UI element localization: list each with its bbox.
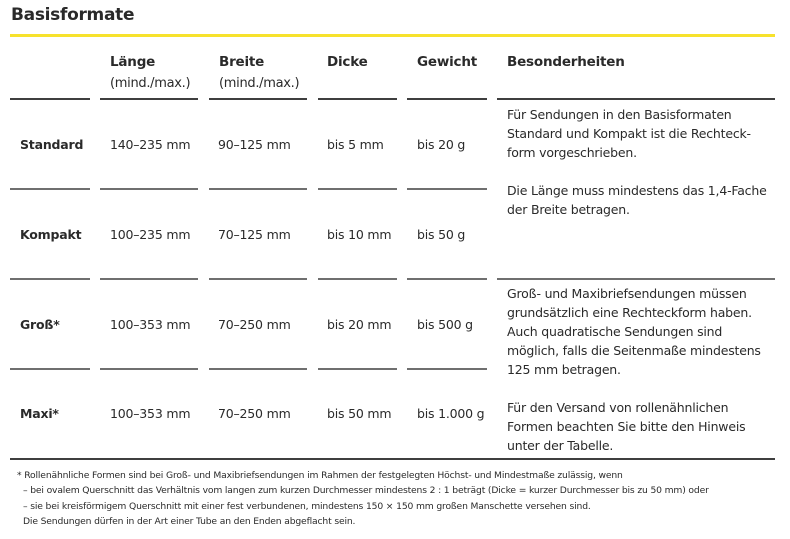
- table-bottom-rule: [10, 458, 775, 460]
- cell-gewicht: bis 20 g: [417, 137, 466, 152]
- header-dicke: Dicke: [327, 54, 368, 70]
- cell-breite: 70–125 mm: [218, 227, 291, 242]
- row-rule: [407, 368, 487, 370]
- cell-laenge: 140–235 mm: [110, 137, 191, 152]
- row-rule: [10, 278, 90, 280]
- note-line: unter der Tabelle.: [507, 438, 614, 453]
- footnote-line: – bei ovalem Querschnitt das Verhältnis vom langen zum kurzen Durchmesser mindestens 2 : 1 beträgt (Dicke = kurzer Durchmesser bis zu 50 mm) oder: [23, 485, 709, 497]
- cell-laenge: 100–235 mm: [110, 227, 191, 242]
- notes-gross-maxi: [507, 284, 782, 455]
- note-line: Standard und Kompakt ist die Rechteck-: [507, 126, 751, 141]
- row-rule: [318, 188, 397, 190]
- page-title: Basisformate: [11, 5, 135, 25]
- cell-dicke: bis 20 mm: [327, 317, 392, 332]
- note-line: Auch quadratische Sendungen sind: [507, 324, 723, 339]
- cell-gewicht: bis 500 g: [417, 317, 473, 332]
- row-rule: [100, 278, 198, 280]
- note-line: form vorgeschrieben.: [507, 145, 637, 160]
- note-line: Die Länge muss mindestens das 1,4-Fache: [507, 183, 767, 198]
- footnote-line: Die Sendungen dürfen in der Art einer Tube an den Enden abgeflacht sein.: [23, 515, 356, 527]
- row-label-gross: Groß*: [20, 317, 60, 332]
- note-line: der Breite betragen.: [507, 202, 630, 217]
- row-rule: [10, 188, 90, 190]
- header-rule: [209, 98, 307, 100]
- row-label-maxi: Maxi*: [20, 406, 59, 421]
- note-spacer: [507, 379, 782, 398]
- row-rule: [209, 278, 307, 280]
- note-line: Für Sendungen in den Basisformaten: [507, 107, 732, 122]
- row-label-kompakt: Kompakt: [20, 227, 82, 242]
- row-rule: [497, 278, 775, 280]
- title-accent-rule: [10, 34, 775, 37]
- row-label-standard: Standard: [20, 137, 84, 152]
- cell-dicke: bis 50 mm: [327, 406, 392, 421]
- header-rule: [407, 98, 487, 100]
- header-breite-sub: (mind./max.): [219, 76, 300, 91]
- header-gewicht: Gewicht: [417, 54, 478, 70]
- row-rule: [407, 278, 487, 280]
- note-line: grundsätzlich eine Rechteckform haben.: [507, 305, 752, 320]
- note-line: Für den Versand von rollenähnlichen: [507, 400, 729, 415]
- footnote-line: * Rollenähnliche Formen sind bei Groß- und Maxibriefsendungen im Rahmen der festgelegten Höchst- und Mindestmaße zulässig, wenn: [17, 470, 623, 481]
- header-laenge-sub: (mind./max.): [110, 76, 191, 91]
- cell-gewicht: bis 1.000 g: [417, 406, 485, 421]
- footnote-line: – sie bei kreisförmigem Querschnitt mit einer fest verbundenen, mindestens 150 × 150 mm großen Manschette versehen sind.: [23, 500, 591, 512]
- row-rule: [100, 188, 198, 190]
- header-laenge: Länge: [110, 54, 156, 70]
- header-rule: [497, 98, 775, 100]
- row-rule: [209, 188, 307, 190]
- cell-gewicht: bis 50 g: [417, 227, 466, 242]
- cell-breite: 90–125 mm: [218, 137, 291, 152]
- row-rule: [100, 368, 198, 370]
- row-rule: [318, 368, 397, 370]
- cell-dicke: bis 10 mm: [327, 227, 392, 242]
- cell-laenge: 100–353 mm: [110, 406, 191, 421]
- header-rule: [100, 98, 198, 100]
- cell-dicke: bis 5 mm: [327, 137, 384, 152]
- header-rule: [318, 98, 397, 100]
- header-rule: [10, 98, 90, 100]
- notes-standard-kompakt: [507, 105, 782, 219]
- cell-laenge: 100–353 mm: [110, 317, 191, 332]
- note-spacer: [507, 162, 782, 181]
- note-line: Groß- und Maxibriefsendungen müssen: [507, 286, 747, 301]
- footnote: [17, 468, 709, 529]
- cell-breite: 70–250 mm: [218, 406, 291, 421]
- row-rule: [209, 368, 307, 370]
- header-breite: Breite: [219, 54, 265, 70]
- row-rule: [318, 278, 397, 280]
- header-besonderheiten: Besonderheiten: [507, 54, 625, 70]
- note-line: möglich, falls die Seitenmaße mindestens: [507, 343, 761, 358]
- row-rule: [10, 368, 90, 370]
- cell-breite: 70–250 mm: [218, 317, 291, 332]
- row-rule: [407, 188, 487, 190]
- note-line: Formen beachten Sie bitte den Hinweis: [507, 419, 746, 434]
- note-line: 125 mm betragen.: [507, 362, 621, 377]
